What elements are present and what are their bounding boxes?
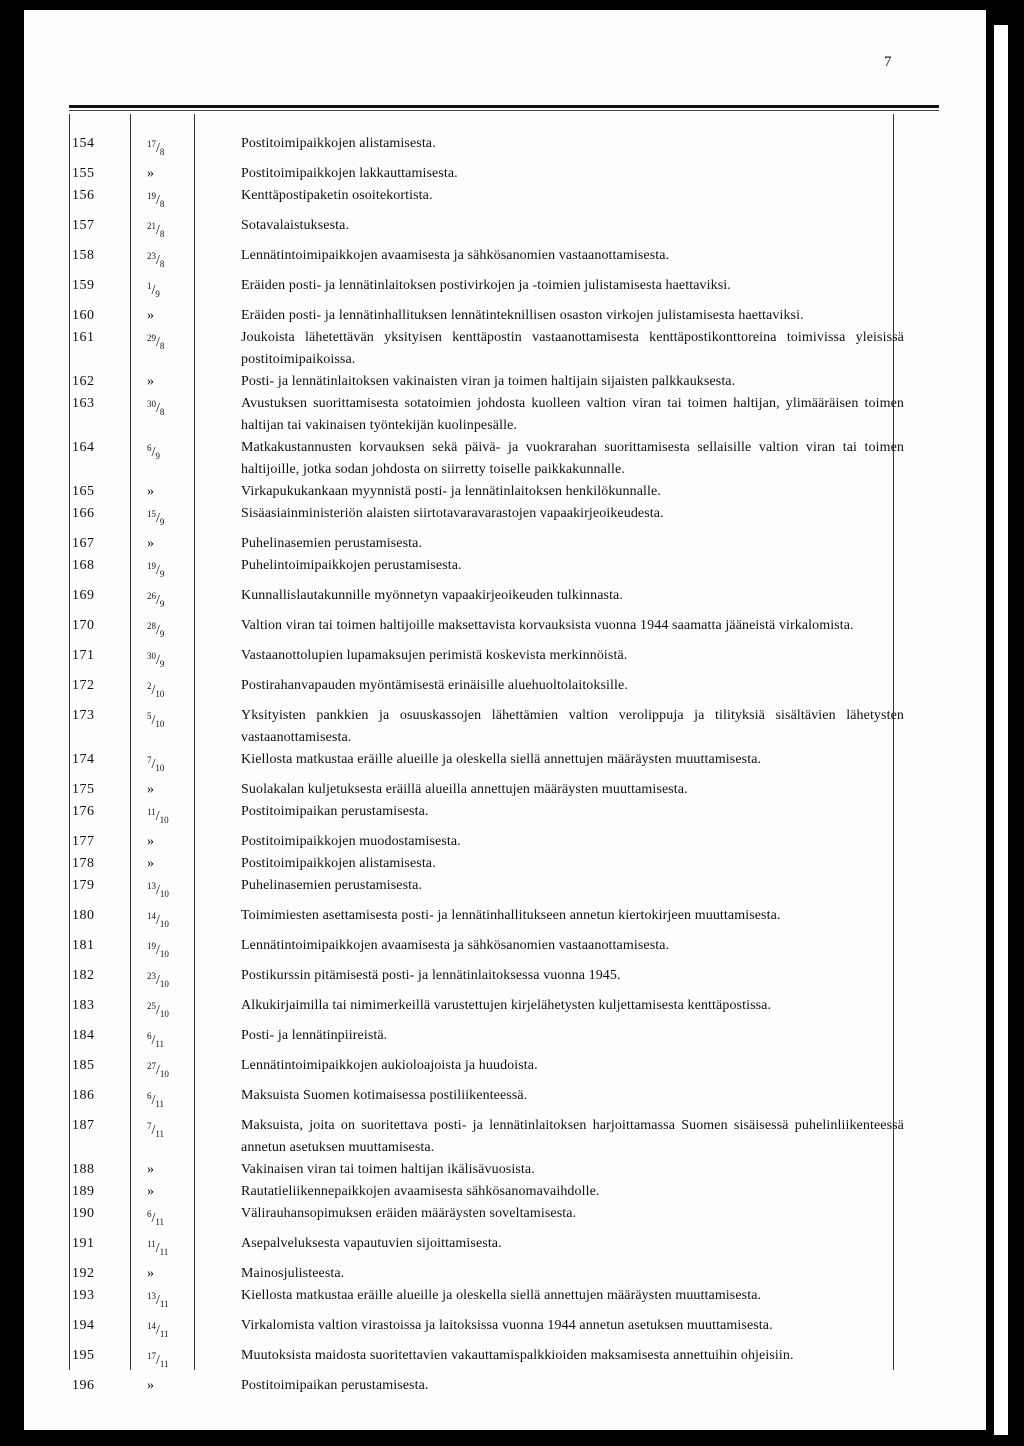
entry-number: 187 xyxy=(72,1118,95,1133)
entry-number: 160 xyxy=(72,308,95,323)
entry-number: 157 xyxy=(72,218,95,233)
entry-number: 174 xyxy=(72,752,95,767)
table-row xyxy=(69,779,904,801)
date-day: 14 xyxy=(147,911,156,921)
entry-date xyxy=(133,1159,229,1181)
date-day: 29 xyxy=(147,333,156,343)
entry-number: 194 xyxy=(72,1318,95,1333)
date-month: 10 xyxy=(159,889,169,899)
entry-number: 196 xyxy=(72,1378,95,1393)
entry-date: $^{19}/_9$ xyxy=(147,561,165,579)
date-day: 7 xyxy=(147,755,152,765)
entry-date: $^1/_9$ xyxy=(147,281,160,299)
entry-title: Rautatieliikennepaikkojen avaamisesta sähkösanomavaihdolle. xyxy=(241,1184,600,1199)
entry-title: Postitoimipaikkojen alistamisesta. xyxy=(241,136,436,151)
ditto-mark: » xyxy=(147,1162,154,1177)
ditto-mark: » xyxy=(147,484,154,499)
date-day: 21 xyxy=(147,221,156,231)
entry-number: 161 xyxy=(72,330,95,345)
entry-title: Virkalomista valtion virastoissa ja laitoksissa vuonna 1944 annetun asetuksen muuttamisesta. xyxy=(241,1318,773,1333)
entry-date: $^6/_{11}$ xyxy=(147,1031,165,1049)
table-row xyxy=(69,585,904,615)
entry-title: Postikurssin pitämisestä posti- ja lennätinlaitoksessa vuonna 1945. xyxy=(241,968,621,983)
date-day: 6 xyxy=(147,1209,152,1219)
table-row xyxy=(69,305,904,327)
circulars-table xyxy=(69,133,904,1397)
table-row xyxy=(69,1055,904,1085)
entry-number: 185 xyxy=(72,1058,95,1073)
date-month: 9 xyxy=(155,289,160,299)
date-day: 13 xyxy=(147,1291,156,1301)
table-row xyxy=(69,1025,904,1055)
date-month: 11 xyxy=(155,1039,165,1049)
date-day: 7 xyxy=(147,1121,152,1131)
table-row xyxy=(69,1345,904,1375)
entry-date: $^{14}/_{11}$ xyxy=(147,1321,169,1339)
entry-date xyxy=(133,533,229,555)
ditto-mark: » xyxy=(147,1378,154,1393)
table-row xyxy=(69,905,904,935)
entry-title: Mainosjulisteesta. xyxy=(241,1266,345,1281)
date-day: 14 xyxy=(147,1321,156,1331)
entry-title: Joukoista lähetettävän yksityisen kenttäpostin vastaanottamisesta kenttäpostikonttoreina toimivissa yleisissä postitoimipaikoissa. xyxy=(241,330,904,367)
entry-title: Asepalveluksesta vapautuvien sijoittamisesta. xyxy=(241,1236,502,1251)
entry-number: 177 xyxy=(72,834,95,849)
entry-number: 162 xyxy=(72,374,95,389)
entry-title: Kunnallislautakunnille myönnetyn vapaakirjeoikeuden tulkinnasta. xyxy=(241,588,623,603)
date-day: 28 xyxy=(147,621,156,631)
table-row xyxy=(69,705,904,749)
entry-number: 167 xyxy=(72,536,95,551)
entry-title: Lennätintoimipaikkojen aukioloajoista ja huudoista. xyxy=(241,1058,538,1073)
table-row xyxy=(69,1315,904,1345)
entry-number: 188 xyxy=(72,1162,95,1177)
entry-title: Vastaanottolupien lupamaksujen perimistä koskevista merkinnöistä. xyxy=(241,648,628,663)
entry-date: $^2/_{10}$ xyxy=(147,681,165,699)
entry-date: $^{14}/_{10}$ xyxy=(147,911,169,929)
date-month: 8 xyxy=(159,147,165,157)
document-page xyxy=(24,10,986,1430)
entry-number: 175 xyxy=(72,782,95,797)
date-month: 9 xyxy=(159,629,165,639)
table-row xyxy=(69,935,904,965)
entry-title: Posti- ja lennätinpiireistä. xyxy=(241,1028,388,1043)
table-row xyxy=(69,215,904,245)
table-row xyxy=(69,1181,904,1203)
date-day: 6 xyxy=(147,1031,152,1041)
entry-number: 155 xyxy=(72,166,95,181)
entry-number: 189 xyxy=(72,1184,95,1199)
table-row xyxy=(69,1375,904,1397)
entry-title: Sisäasiainministeriön alaisten siirtotavaravarastojen vapaakirjeoikeudesta. xyxy=(241,506,664,521)
table-row xyxy=(69,163,904,185)
date-month: 11 xyxy=(159,1359,169,1369)
entry-number: 158 xyxy=(72,248,95,263)
date-month: 11 xyxy=(159,1299,169,1309)
entry-title: Alkukirjaimilla tai nimimerkeillä varustettujen kirjelähetysten kuljettamisesta kenttäpostissa. xyxy=(241,998,772,1013)
entry-date xyxy=(133,1375,229,1397)
date-month: 10 xyxy=(159,949,169,959)
table-row xyxy=(69,749,904,779)
entry-title: Suolakalan kuljetuksesta eräillä alueilla annettujen määräysten muuttamisesta. xyxy=(241,782,688,797)
date-month: 11 xyxy=(155,1129,165,1139)
entry-date xyxy=(133,853,229,875)
header-rule xyxy=(69,105,939,108)
entry-date: $^{13}/_{10}$ xyxy=(147,881,169,899)
entry-date: $^{23}/_8$ xyxy=(147,251,165,269)
table-row xyxy=(69,1233,904,1263)
scan-edge xyxy=(994,25,1008,1435)
entry-title: Eräiden posti- ja lennätinhallituksen lennätinteknillisen osaston virkojen julistamisesta haettaviksi. xyxy=(241,308,804,323)
entry-number: 191 xyxy=(72,1236,95,1251)
entry-date: $^{15}/_9$ xyxy=(147,509,165,527)
entry-title: Kiellosta matkustaa eräille alueille ja oleskella siellä annettujen määräysten muuttamisesta. xyxy=(241,752,762,767)
ditto-mark: » xyxy=(147,536,154,551)
table-row xyxy=(69,1115,904,1159)
entry-date: $^7/_{11}$ xyxy=(147,1121,165,1139)
entry-date xyxy=(133,779,229,801)
date-month: 8 xyxy=(159,199,165,209)
entry-date xyxy=(133,371,229,393)
table-row xyxy=(69,371,904,393)
entry-number: 166 xyxy=(72,506,95,521)
entry-title: Avustuksen suorittamisesta sotatoimien johdosta kuolleen valtion viran tai toimen haltijan, ylimääräisen toimen haltijan tai vakinaisen työntekijän kuolinpesälle. xyxy=(241,396,904,433)
entry-date: $^{19}/_{10}$ xyxy=(147,941,169,959)
entry-date: $^{19}/_8$ xyxy=(147,191,165,209)
date-day: 19 xyxy=(147,561,156,571)
entry-title: Puhelinasemien perustamisesta. xyxy=(241,536,423,551)
entry-date xyxy=(133,481,229,503)
date-day: 2 xyxy=(147,681,152,691)
entry-number: 190 xyxy=(72,1206,95,1221)
entry-title: Valtion viran tai toimen haltijoille maksettavista korvauksista vuonna 1944 saamatta jääneistä virkalomista. xyxy=(241,618,854,633)
date-day: 5 xyxy=(147,711,152,721)
entry-date: $^{11}/_{10}$ xyxy=(147,807,169,825)
date-month: 9 xyxy=(159,517,165,527)
table-row xyxy=(69,503,904,533)
entry-number: 183 xyxy=(72,998,95,1013)
ditto-mark: » xyxy=(147,1266,154,1281)
entry-number: 164 xyxy=(72,440,95,455)
date-day: 19 xyxy=(147,191,156,201)
entry-date xyxy=(133,163,229,185)
date-month: 10 xyxy=(155,763,165,773)
entry-number: 178 xyxy=(72,856,95,871)
entry-number: 168 xyxy=(72,558,95,573)
table-row xyxy=(69,875,904,905)
entry-number: 169 xyxy=(72,588,95,603)
entry-date: $^6/_{11}$ xyxy=(147,1091,165,1109)
date-month: 10 xyxy=(159,919,169,929)
date-day: 19 xyxy=(147,941,156,951)
entry-number: 179 xyxy=(72,878,95,893)
date-month: 11 xyxy=(159,1247,169,1257)
table-row xyxy=(69,1285,904,1315)
entry-date: $^{27}/_{10}$ xyxy=(147,1061,169,1079)
entry-number: 176 xyxy=(72,804,95,819)
date-day: 23 xyxy=(147,251,156,261)
date-day: 6 xyxy=(147,1091,152,1101)
date-month: 8 xyxy=(159,229,165,239)
date-day: 17 xyxy=(147,139,156,149)
entry-title: Posti- ja lennätinlaitoksen vakinaisten viran ja toimen haltijain sijaisten palkkauksesta. xyxy=(241,374,736,389)
date-day: 26 xyxy=(147,591,156,601)
entry-date: $^6/_9$ xyxy=(147,443,160,461)
entry-date xyxy=(133,1263,229,1285)
table-row xyxy=(69,615,904,645)
entry-title: Lennätintoimipaikkojen avaamisesta ja sähkösanomien vastaanottamisesta. xyxy=(241,248,670,263)
entry-number: 154 xyxy=(72,136,95,151)
entry-title: Maksuista Suomen kotimaisessa postiliikenteessä. xyxy=(241,1088,528,1103)
date-month: 9 xyxy=(159,659,165,669)
date-month: 9 xyxy=(155,451,160,461)
entry-title: Postitoimipaikkojen lakkauttamisesta. xyxy=(241,166,458,181)
table-row xyxy=(69,853,904,875)
date-day: 15 xyxy=(147,509,156,519)
entry-title: Postirahanvapauden myöntämisestä erinäisille aluehuoltolaitoksille. xyxy=(241,678,628,693)
ditto-mark: » xyxy=(147,374,154,389)
table-row xyxy=(69,675,904,705)
entry-number: 192 xyxy=(72,1266,95,1281)
entry-number: 184 xyxy=(72,1028,95,1043)
entry-title: Puhelinasemien perustamisesta. xyxy=(241,878,423,893)
date-day: 30 xyxy=(147,399,156,409)
table-row xyxy=(69,1203,904,1233)
entry-number: 186 xyxy=(72,1088,95,1103)
entry-title: Lennätintoimipaikkojen avaamisesta ja sähkösanomien vastaanottamisesta. xyxy=(241,938,670,953)
entry-date: $^{13}/_{11}$ xyxy=(147,1291,169,1309)
entry-title: Postitoimipaikan perustamisesta. xyxy=(241,1378,429,1393)
table-row xyxy=(69,995,904,1025)
entry-date: $^{30}/_8$ xyxy=(147,399,165,417)
date-day: 17 xyxy=(147,1351,156,1361)
date-month: 9 xyxy=(159,599,165,609)
entry-date: $^{21}/_8$ xyxy=(147,221,165,239)
entry-title: Postitoimipaikkojen muodostamisesta. xyxy=(241,834,461,849)
entry-date: $^{30}/_9$ xyxy=(147,651,165,669)
entry-date: $^{17}/_{11}$ xyxy=(147,1351,169,1369)
date-day: 23 xyxy=(147,971,156,981)
table-row xyxy=(69,481,904,503)
table-row xyxy=(69,1263,904,1285)
date-month: 8 xyxy=(159,407,165,417)
date-day: 27 xyxy=(147,1061,156,1071)
entry-title: Kenttäpostipaketin osoitekortista. xyxy=(241,188,433,203)
table-row xyxy=(69,831,904,853)
entry-number: 180 xyxy=(72,908,95,923)
entry-number: 170 xyxy=(72,618,95,633)
table-row xyxy=(69,801,904,831)
entry-number: 171 xyxy=(72,648,95,663)
entry-title: Yksityisten pankkien ja osuuskassojen lähettämien valtion verolippuja ja tilityksiä sisältävien lähetysten vastaanottamisesta. xyxy=(241,708,904,745)
entry-date: $^{11}/_{11}$ xyxy=(147,1239,169,1257)
date-month: 10 xyxy=(159,1069,169,1079)
date-day: 30 xyxy=(147,651,156,661)
table-row xyxy=(69,133,904,163)
date-month: 11 xyxy=(155,1217,165,1227)
table-row xyxy=(69,245,904,275)
date-month: 9 xyxy=(159,569,165,579)
entry-title: Toimimiesten asettamisesta posti- ja lennätinhallitukseen annetun kiertokirjeen muuttamisesta. xyxy=(241,908,781,923)
entry-date xyxy=(133,831,229,853)
entry-title: Postitoimipaikan perustamisesta. xyxy=(241,804,429,819)
table-row xyxy=(69,393,904,437)
date-month: 11 xyxy=(159,1329,169,1339)
entry-date: $^{29}/_8$ xyxy=(147,333,165,351)
entry-date: $^{26}/_9$ xyxy=(147,591,165,609)
date-month: 10 xyxy=(159,815,169,825)
date-day: 11 xyxy=(147,1239,156,1249)
entry-title: Kiellosta matkustaa eräille alueille ja oleskella siellä annettujen määräysten muuttamisesta. xyxy=(241,1288,762,1303)
entry-number: 172 xyxy=(72,678,95,693)
entry-date xyxy=(133,305,229,327)
ditto-mark: » xyxy=(147,166,154,181)
date-day: 11 xyxy=(147,807,156,817)
date-month: 10 xyxy=(155,719,165,729)
entry-title: Virkapukukankaan myynnistä posti- ja lennätinlaitoksen henkilökunnalle. xyxy=(241,484,661,499)
entry-number: 193 xyxy=(72,1288,95,1303)
entry-date: $^6/_{11}$ xyxy=(147,1209,165,1227)
table-row xyxy=(69,185,904,215)
entry-date: $^{25}/_{10}$ xyxy=(147,1001,169,1019)
entry-number: 156 xyxy=(72,188,95,203)
entry-title: Muutoksista maidosta suoritettavien vakauttamispalkkioiden maksamisesta annettuihin ohjeisiin. xyxy=(241,1348,794,1363)
entry-number: 163 xyxy=(72,396,95,411)
table-row xyxy=(69,533,904,555)
entry-date: $^{17}/_8$ xyxy=(147,139,165,157)
entry-number: 173 xyxy=(72,708,95,723)
entry-date: $^7/_{10}$ xyxy=(147,755,165,773)
table-row xyxy=(69,1159,904,1181)
date-month: 10 xyxy=(159,979,169,989)
date-day: 1 xyxy=(147,281,152,291)
header-rule-thin xyxy=(69,110,939,111)
entry-number: 195 xyxy=(72,1348,95,1363)
ditto-mark: » xyxy=(147,856,154,871)
date-month: 10 xyxy=(155,689,165,699)
entry-number: 159 xyxy=(72,278,95,293)
entry-title: Sotavalaistuksesta. xyxy=(241,218,350,233)
ditto-mark: » xyxy=(147,834,154,849)
ditto-mark: » xyxy=(147,782,154,797)
table-row xyxy=(69,327,904,371)
entry-title: Matkakustannusten korvauksen sekä päivä- ja vuokrarahan suorittamisesta sellaisille valtion viran tai toimen haltijoille, jotka sodan johdosta on siirretty toiselle paikkakunnalle. xyxy=(241,440,904,477)
date-month: 11 xyxy=(155,1099,165,1109)
entry-number: 181 xyxy=(72,938,95,953)
date-day: 25 xyxy=(147,1001,156,1011)
table-row xyxy=(69,437,904,481)
table-row xyxy=(69,555,904,585)
entry-date: $^{28}/_9$ xyxy=(147,621,165,639)
ditto-mark: » xyxy=(147,308,154,323)
date-day: 13 xyxy=(147,881,156,891)
entry-date: $^{23}/_{10}$ xyxy=(147,971,169,989)
date-day: 6 xyxy=(147,443,152,453)
date-month: 10 xyxy=(159,1009,169,1019)
date-month: 8 xyxy=(159,341,165,351)
entry-title: Postitoimipaikkojen alistamisesta. xyxy=(241,856,436,871)
entry-title: Eräiden posti- ja lennätinlaitoksen postivirkojen ja -toimien julistamisesta haettaviksi. xyxy=(241,278,731,293)
date-month: 8 xyxy=(159,259,165,269)
ditto-mark: » xyxy=(147,1184,154,1199)
table-row xyxy=(69,1085,904,1115)
table-row xyxy=(69,965,904,995)
entry-title: Maksuista, joita on suoritettava posti- ja lennätinlaitoksen harjoittamassa Suomen sisäisessä puhelinliikenteessä annetun asetuksen muuttamisesta. xyxy=(241,1118,904,1155)
entry-number: 182 xyxy=(72,968,95,983)
table-row xyxy=(69,645,904,675)
entry-date: $^5/_{10}$ xyxy=(147,711,165,729)
entry-title: Välirauhansopimuksen eräiden määräysten soveltamisesta. xyxy=(241,1206,577,1221)
entry-title: Vakinaisen viran tai toimen haltijan ikälisävuosista. xyxy=(241,1162,535,1177)
entry-date xyxy=(133,1181,229,1203)
page-number: 7 xyxy=(884,54,892,70)
entry-title: Puhelintoimipaikkojen perustamisesta. xyxy=(241,558,462,573)
entry-number: 165 xyxy=(72,484,95,499)
table-row xyxy=(69,275,904,305)
